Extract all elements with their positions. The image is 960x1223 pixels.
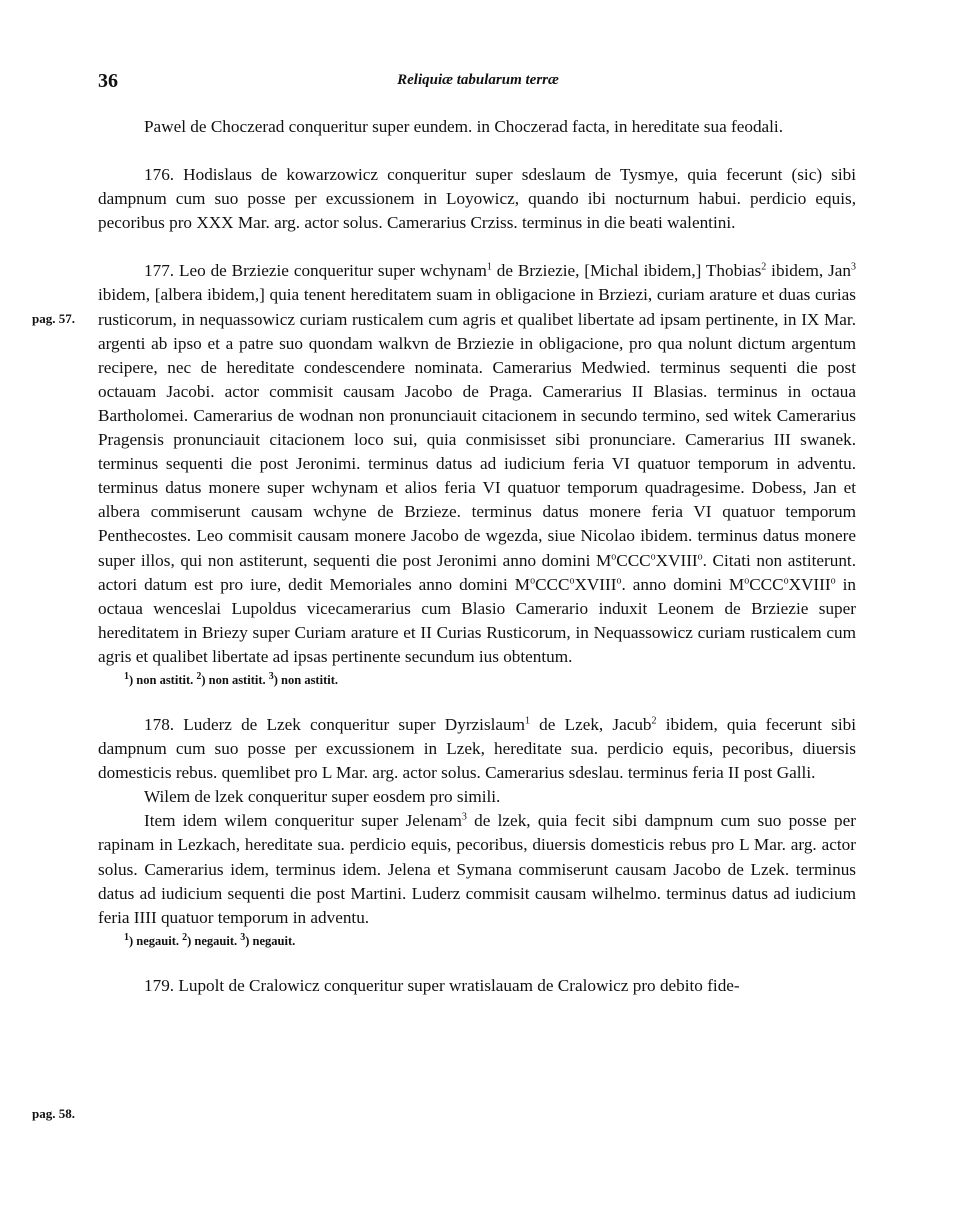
entry-177-text: CCC xyxy=(535,574,570,594)
entry-178-item-text: Item idem wilem conqueritur super Jelenam xyxy=(144,811,462,831)
entry-177-text: in octaua wenceslai Lupoldus vicecamerarius cum Blasio Camerario induxit Leonem de Brziezie super hereditatem in Briezy super Curiam arature et II Curias Rusticorum, in Nequassowicz curiam rusticalem cum agris et qualibet libertate ad ipsas pertinente secundum ius obtentum. xyxy=(98,574,856,666)
page-header xyxy=(98,70,858,94)
footnote-mark: 2 xyxy=(761,261,767,273)
entry-178 xyxy=(98,713,856,785)
degree-mark: o xyxy=(650,550,656,562)
entry-177-text: . Citati non astiterunt. actori datum est pro iure, dedit Memoriales anno domini M xyxy=(98,550,856,594)
footnote-mark: 3 xyxy=(461,811,467,823)
footnote-text: ) non astitit. xyxy=(273,672,338,687)
entry-177-text: CCC xyxy=(616,550,651,570)
entry-177-text: . anno domini M xyxy=(621,574,745,594)
footnote-text: ) negauit. xyxy=(129,933,183,948)
footnote-text: ) non astitit. xyxy=(201,672,269,687)
entry-177-text: XVIII xyxy=(655,550,698,570)
footnote-mark: 2 xyxy=(182,931,188,943)
footnote-mark: 1 xyxy=(124,670,129,682)
entry-178-text: 178. Luderz de Lzek conqueritur super Dyrzislaum xyxy=(144,714,525,734)
entry-178-text: de Lzek, Jacub xyxy=(530,714,652,734)
degree-mark: o xyxy=(530,574,536,586)
footnote-mark: 2 xyxy=(196,670,202,682)
footnote-mark: 3 xyxy=(851,261,856,273)
degree-mark: o xyxy=(783,574,789,586)
entry-177-text: ibidem, Jan xyxy=(766,261,851,281)
footnote-text: ) negauit. xyxy=(187,933,241,948)
footnote-mark: 3 xyxy=(240,931,246,943)
entry-pawel: Pawel de Choczerad conqueritur super eundem. in Choczerad facta, in hereditate sua feodali. xyxy=(144,117,784,136)
entry-177-text: de Brziezie, [Michal ibidem,] Thobias xyxy=(491,261,762,281)
degree-mark: o xyxy=(569,574,575,586)
footnotes-178 xyxy=(98,932,856,950)
entry-178-item xyxy=(98,809,856,929)
entry-179: 179. Lupolt de Cralowicz conqueritur super wratislauam de Cralowicz pro debito fide- xyxy=(144,975,740,995)
entry-177-text: CCC xyxy=(749,574,784,594)
entry-178-item-text: de lzek, quia fecit sibi dampnum cum suo posse per rapinam in Lezkach, hereditate sua. perdicio equis, pecoribus, diuersis domesticis rebus pro L Mar. arg. actor solus. Camerarius idem, terminus idem. Jelena et Symana commiserunt causam Jacobo de Lzek. terminus datus ad iudicium sequenti die post Martini. Luderz commisit causam wilhelmo. terminus datus ad iudicium feria IIII quatuor temporum in adventu. xyxy=(98,811,856,927)
entry-177-text: ibidem, [albera ibidem,] quia tenent hereditatem suam in obligacione in Brziezi, curiam arature et duas curias rusticorum, in nequassowicz curiam rusticalem cum agris et qualibet libertate ad ipsam pertinente, in IX Mar. argenti ab ipso et a patre suo quondam walkvn de Brziezie in obligacione, pro qua nolunt dictum argentum recipere, nec de hereditate condescendere nominata. Camerarius Medwied. terminus sequenti die post octauam Jacobi. actor commisit causam Jacobo de Praga. Camerarius II Blasias. terminus in octaua Bartholomei. Camerarius de wodnan non pronunciauit citacionem in secundo termino, sed witek Camerarius Pragensis pronunciauit citacionem loco sui, quia conmisisset sibi pronunciare. Camerarius III swanek. terminus sequenti die post Jeronimi. terminus datus ad iudicium feria VI quatuor temporum in adventu. terminus datus monere super wchynam et alios feria VI quatuor temporum quadragesime. Dobess, Jan et albera commiserunt causam wchyne de Brzieze. terminus datus monere feria VI quatuor temporum Penthecostes. Leo commisit causam monere Jacobo de wgezda, siue Nicolao ibidem. terminus datus monere super illos, qui non astiterunt, sequenti die post Jeronimi anno domini M xyxy=(98,285,856,570)
footnote-mark: 1 xyxy=(486,261,492,273)
footnote-text: ) non astitit. xyxy=(129,672,197,687)
entry-178-text: ibidem, quia fecerunt sibi dampnum cum suo posse per excussionem in Lzek, hereditate sua. perdicio equis, pecoribus, diuersis domesticis rebus. quemlibet pro L Mar. arg. actor solus. Camerarius sdeslau. terminus feria II post Galli. xyxy=(98,714,856,783)
running-title: Reliquiæ tabularum terræ xyxy=(397,72,559,88)
entry-176: 176. Hodislaus de kowarzowicz conqueritur super sdeslaum de Tysmye, quia fecerunt (sic) sibi dampnum cum suo posse per excussionem in Loyowicz, quando ibi nocturnum habui. perdicio equis, pecoribus pro XXX Mar. arg. actor solus. Camerarius Crziss. terminus in die beati walentini. xyxy=(98,165,856,233)
margin-note-pag-58: pag. 58. xyxy=(32,1106,75,1121)
entry-177-text: XVIII xyxy=(574,574,617,594)
margin-note-pag-57: pag. 57. xyxy=(32,311,75,326)
entry-177 xyxy=(98,259,856,669)
page-number: 36 xyxy=(98,70,118,92)
entry-177-text: 177. Leo de Brziezie conqueritur super wchynam xyxy=(144,261,487,281)
degree-mark: o xyxy=(830,574,836,586)
degree-mark: o xyxy=(616,574,622,586)
footnote-mark: 1 xyxy=(525,715,530,727)
footnote-mark: 2 xyxy=(651,715,657,727)
entry-177-text: XVIII xyxy=(788,574,831,594)
degree-mark: o xyxy=(744,574,750,586)
degree-mark: o xyxy=(611,550,617,562)
footnote-mark: 3 xyxy=(268,670,274,682)
entry-178-wilem: Wilem de lzek conqueritur super eosdem pro simili. xyxy=(144,787,501,807)
body-text xyxy=(98,115,856,998)
footnote-text: ) negauit. xyxy=(245,933,296,948)
footnote-mark: 1 xyxy=(124,931,129,943)
degree-mark: o xyxy=(697,550,703,562)
footnotes-177 xyxy=(98,671,856,689)
